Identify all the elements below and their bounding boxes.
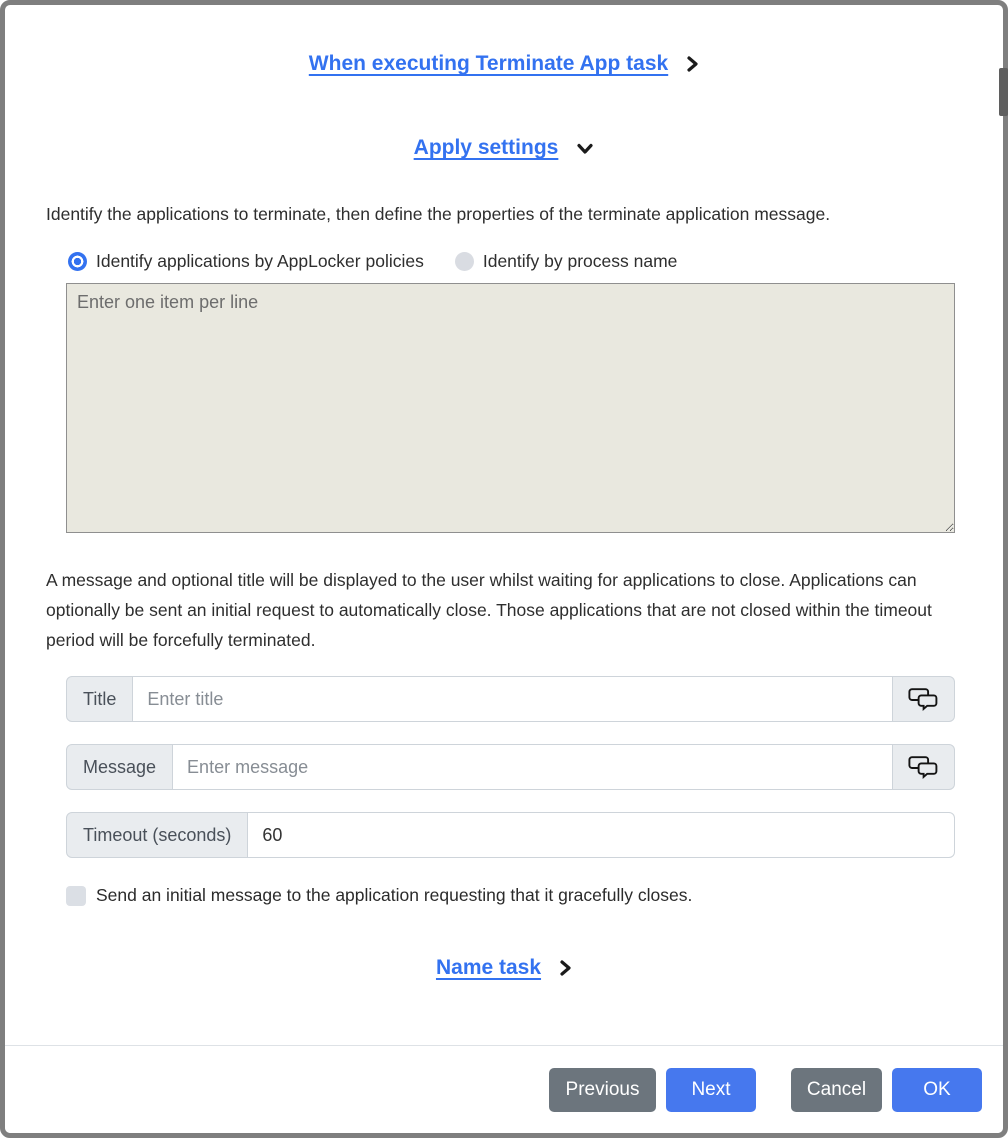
chevron-right-icon[interactable] [686,55,699,73]
title-field-label: Title [66,676,133,722]
when-executing-terminate-app-task-link[interactable]: When executing Terminate App task [308,52,669,75]
chat-bubbles-icon [908,755,939,780]
radio-process-name[interactable] [455,252,474,271]
initial-message-checkbox-label[interactable]: Send an initial message to the application requesting that it gracefully closes. [96,885,693,905]
timeout-input[interactable] [248,812,955,858]
message-localize-button[interactable] [893,744,955,790]
nav-bottom-row [46,956,962,980]
previous-button[interactable]: Previous [549,1068,656,1112]
timeout-field-label: Timeout (seconds) [66,812,248,858]
chevron-down-icon[interactable] [576,142,594,155]
title-input[interactable] [133,676,893,722]
initial-message-checkbox-row [66,885,962,906]
dialog-content [5,52,1003,980]
cancel-button[interactable]: Cancel [791,1068,882,1112]
nav-top-row [46,52,962,76]
name-task-link[interactable]: Name task [435,956,542,979]
radio-applocker-policies-label[interactable]: Identify applications by AppLocker policies [96,251,424,271]
vertical-scrollbar-thumb[interactable] [999,68,1008,116]
title-field-group [66,676,955,722]
ok-button[interactable]: OK [892,1068,982,1112]
timeout-field-group [66,812,955,858]
message-field-group [66,744,955,790]
apply-settings-link[interactable]: Apply settings [413,136,559,159]
initial-message-checkbox[interactable] [66,886,86,906]
chevron-right-icon[interactable] [559,959,572,977]
next-button[interactable]: Next [666,1068,756,1112]
title-localize-button[interactable] [893,676,955,722]
message-description-text: A message and optional title will be displayed to the user whilst waiting for applications to close. Applications can optionally be sent an initial request to automatically close. Those applications that are not closed within the timeout period will be forcefully terminated. [46,570,932,650]
identify-method-radio-group [68,251,962,272]
message-input[interactable] [173,744,893,790]
radio-process-name-label[interactable]: Identify by process name [482,251,678,271]
intro-text: Identify the applications to terminate, then define the properties of the terminate application message. [46,204,831,224]
chat-bubbles-icon [908,687,939,712]
apply-settings-row [46,136,962,160]
dialog-footer [5,1045,1003,1133]
message-field-label: Message [66,744,173,790]
radio-applocker-policies[interactable] [68,252,87,271]
application-list-textarea[interactable] [66,283,955,533]
